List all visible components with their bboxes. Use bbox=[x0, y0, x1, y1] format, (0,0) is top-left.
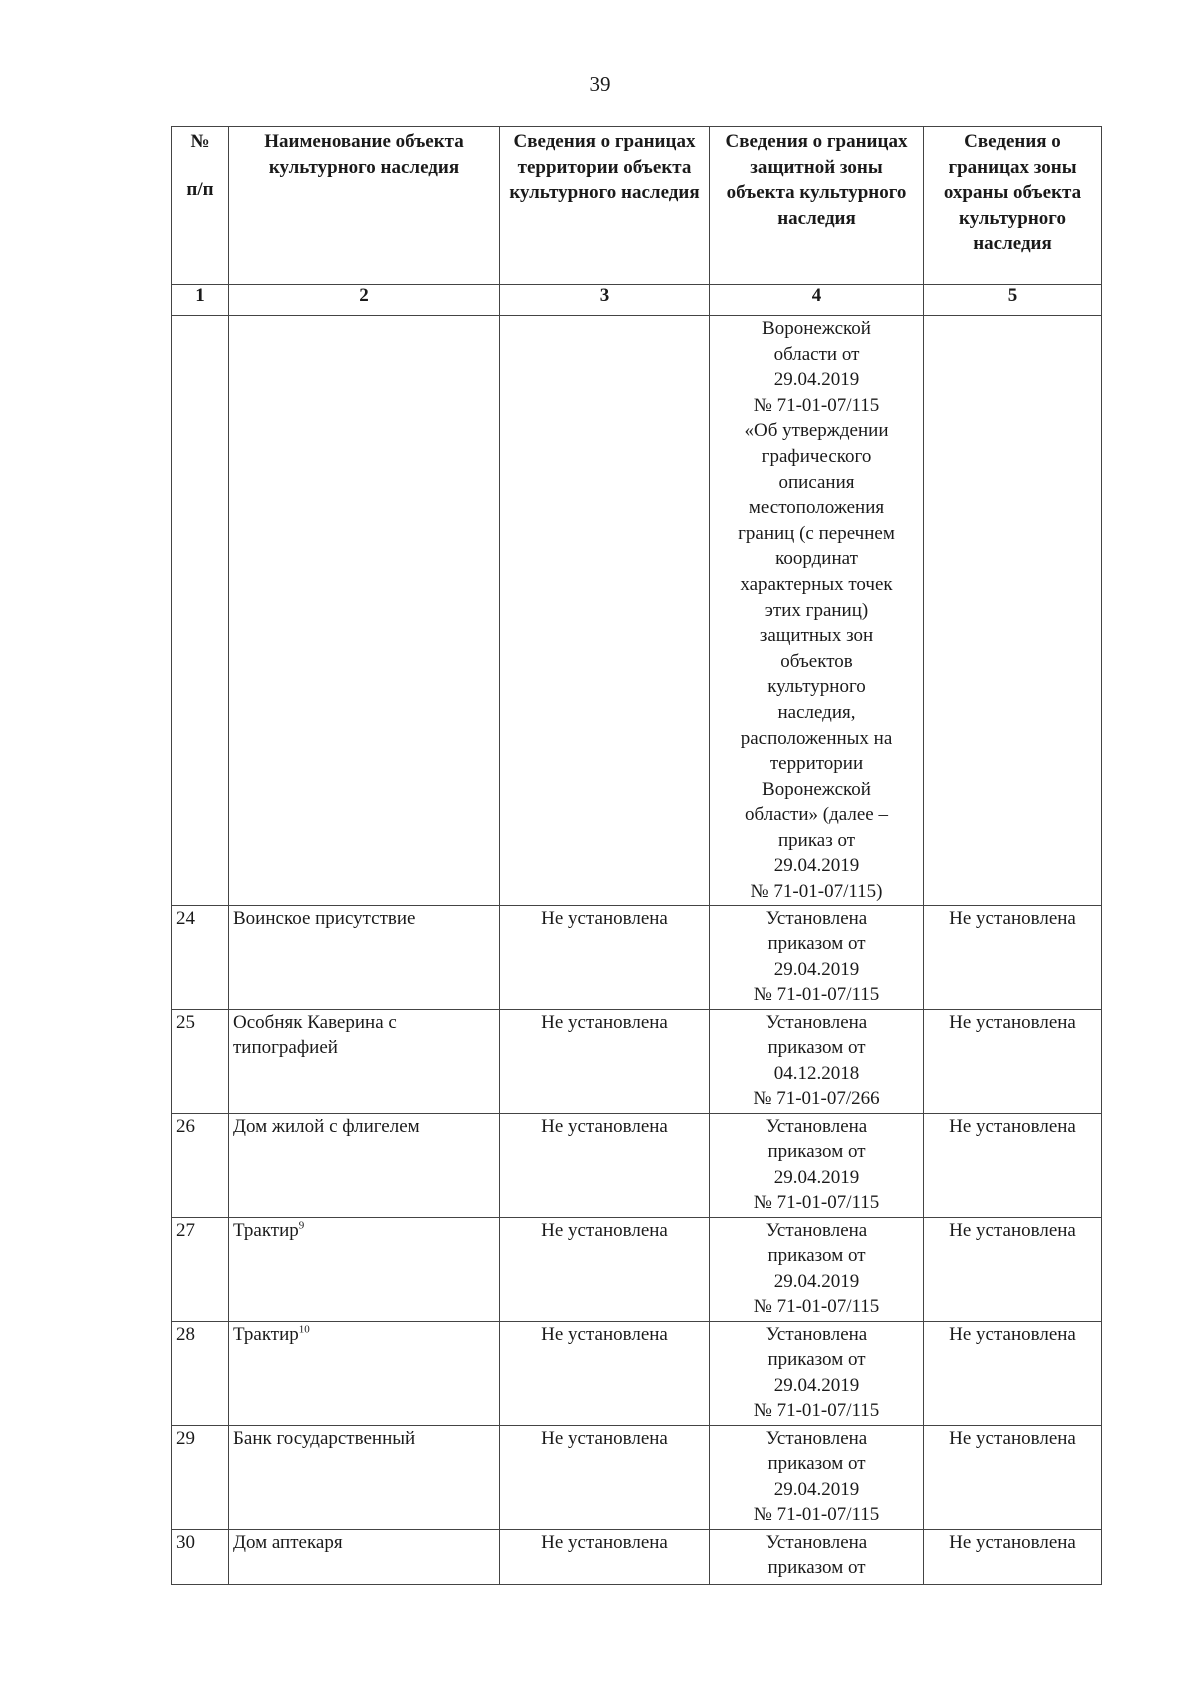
object-name: Дом аптекаря bbox=[233, 1531, 343, 1553]
heritage-objects-table bbox=[171, 126, 1102, 1585]
cell-protection-zone: Не установлена bbox=[924, 905, 1102, 1009]
header-number-sign: № bbox=[190, 131, 210, 152]
cell-territory: Не установлена bbox=[500, 1321, 710, 1425]
object-name: Дом жилой с флигелем bbox=[233, 1115, 420, 1137]
cell-empty bbox=[172, 316, 229, 906]
cell-object-name bbox=[229, 1529, 500, 1584]
object-name: Банк государственный bbox=[233, 1427, 416, 1449]
header-object-name: Наименование объекта культурного наследия bbox=[229, 127, 500, 285]
header-protection-zone-bounds: Сведения о границах зоны охраны объекта культурного наследия bbox=[924, 127, 1102, 285]
protective-zone-text: Установлена приказом от 29.04.2019 № 71-01-07/115 bbox=[753, 1219, 880, 1318]
cell-number: 28 bbox=[172, 1321, 229, 1425]
footnote-ref[interactable]: 9 bbox=[298, 1219, 305, 1232]
table-header-row bbox=[172, 127, 1102, 285]
header-number-pp: п/п bbox=[186, 178, 214, 200]
object-name: Трактир bbox=[233, 1323, 299, 1345]
cell-object-name bbox=[229, 905, 500, 1009]
table-row bbox=[172, 1529, 1102, 1584]
footnote-ref[interactable]: 10 bbox=[298, 1323, 310, 1336]
cell-protection-zone: Не установлена bbox=[924, 1113, 1102, 1217]
table-row bbox=[172, 905, 1102, 1009]
cell-number: 27 bbox=[172, 1217, 229, 1321]
cell-protection-zone: Не установлена bbox=[924, 1009, 1102, 1113]
cell-number: 29 bbox=[172, 1425, 229, 1529]
object-name: Трактир bbox=[233, 1219, 299, 1241]
table-row bbox=[172, 1217, 1102, 1321]
cell-protective-zone bbox=[710, 905, 924, 1009]
protective-zone-text: Установлена приказом от 29.04.2019 № 71-01-07/115 bbox=[753, 1427, 880, 1526]
cell-object-name bbox=[229, 1425, 500, 1529]
cell-empty bbox=[924, 316, 1102, 906]
cell-object-name bbox=[229, 1217, 500, 1321]
continued-text: Воронежской области от 29.04.2019 № 71-01-07/115 «Об утверждении графического описания местоположения границ (с перечнем координат характерных точек этих границ) защитных зон объектов культурного наследия, расположенных на территории Воронежской области» (далее – приказ от 29.04.2019 № 71-01-07/115) bbox=[738, 318, 895, 903]
cell-protective-zone bbox=[710, 1009, 924, 1113]
page-number: 39 bbox=[589, 72, 611, 96]
column-number: 3 bbox=[500, 285, 710, 316]
object-name: Особняк Каверина с типографией bbox=[233, 1011, 397, 1059]
header-territory-bounds: Сведения о границах территории объекта культурного наследия bbox=[500, 127, 710, 285]
cell-protection-zone: Не установлена bbox=[924, 1425, 1102, 1529]
cell-protective-zone bbox=[710, 1425, 924, 1529]
cell-territory: Не установлена bbox=[500, 905, 710, 1009]
header-protective-zone-bounds: Сведения о границах защитной зоны объекта культурного наследия bbox=[710, 127, 924, 285]
cell-object-name bbox=[229, 1321, 500, 1425]
cell-number: 30 bbox=[172, 1529, 229, 1584]
cell-protection-zone: Не установлена bbox=[924, 1217, 1102, 1321]
column-number: 5 bbox=[924, 285, 1102, 316]
cell-protective-zone bbox=[710, 1321, 924, 1425]
cell-protection-zone: Не установлена bbox=[924, 1529, 1102, 1584]
table-row bbox=[172, 1425, 1102, 1529]
table-row bbox=[172, 1321, 1102, 1425]
protective-zone-text: Установлена приказом от 29.04.2019 № 71-01-07/115 bbox=[753, 1323, 880, 1422]
column-number-row bbox=[172, 285, 1102, 316]
table-row bbox=[172, 1113, 1102, 1217]
cell-territory: Не установлена bbox=[500, 1113, 710, 1217]
cell-number: 24 bbox=[172, 905, 229, 1009]
column-number: 1 bbox=[172, 285, 229, 316]
cell-territory: Не установлена bbox=[500, 1009, 710, 1113]
object-name: Воинское присутствие bbox=[233, 907, 416, 929]
cell-number: 25 bbox=[172, 1009, 229, 1113]
cell-empty bbox=[229, 316, 500, 906]
protective-zone-text: Установлена приказом от bbox=[765, 1531, 868, 1579]
cell-territory: Не установлена bbox=[500, 1425, 710, 1529]
column-number: 4 bbox=[710, 285, 924, 316]
cell-object-name bbox=[229, 1009, 500, 1113]
header-number bbox=[172, 127, 229, 285]
cell-empty bbox=[500, 316, 710, 906]
cell-protective-zone bbox=[710, 1529, 924, 1584]
cell-object-name bbox=[229, 1113, 500, 1217]
cell-territory: Не установлена bbox=[500, 1529, 710, 1584]
cell-territory: Не установлена bbox=[500, 1217, 710, 1321]
cell-number: 26 bbox=[172, 1113, 229, 1217]
cell-protective-zone-continued bbox=[710, 316, 924, 906]
column-number: 2 bbox=[229, 285, 500, 316]
cell-protective-zone bbox=[710, 1217, 924, 1321]
protective-zone-text: Установлена приказом от 04.12.2018 № 71-01-07/266 bbox=[753, 1011, 880, 1110]
table-row bbox=[172, 1009, 1102, 1113]
protective-zone-text: Установлена приказом от 29.04.2019 № 71-01-07/115 bbox=[753, 907, 880, 1006]
cell-protective-zone bbox=[710, 1113, 924, 1217]
continuation-row bbox=[172, 316, 1102, 906]
protective-zone-text: Установлена приказом от 29.04.2019 № 71-01-07/115 bbox=[753, 1115, 880, 1214]
cell-protection-zone: Не установлена bbox=[924, 1321, 1102, 1425]
